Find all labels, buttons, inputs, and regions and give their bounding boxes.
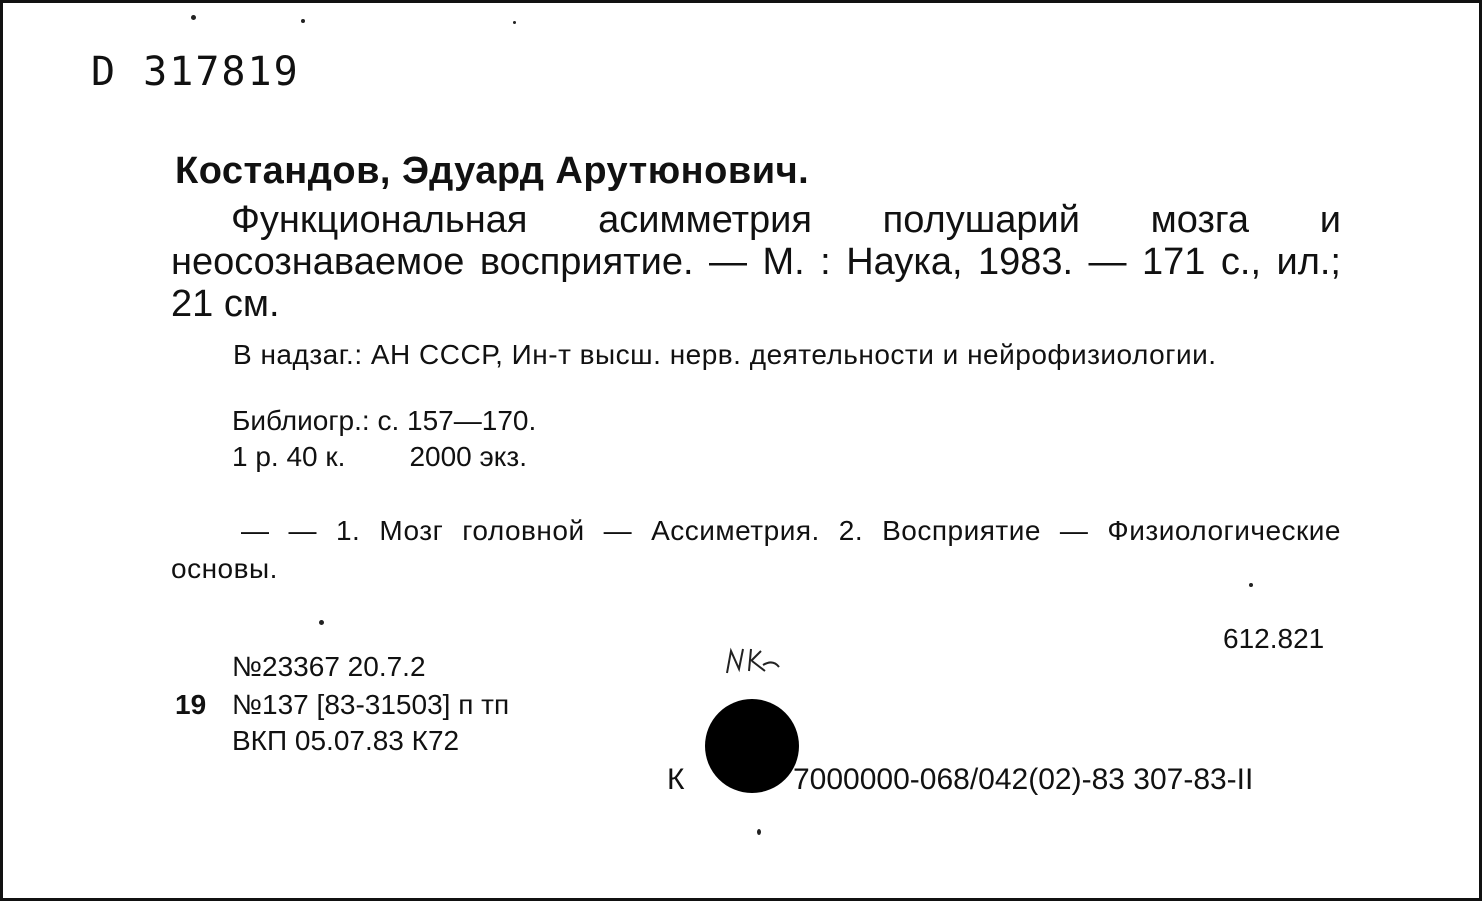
catalog-prefix: К: [667, 763, 685, 796]
speck-mark: [757, 829, 761, 835]
speck-mark: [191, 15, 196, 20]
subject-headings: — — 1. Мозг головной — Ассиметрия. 2. Восприятие — Физиологические основы.: [171, 515, 1341, 584]
udc-index: 612.821: [1223, 623, 1325, 654]
tech-line-1: №23367 20.7.2: [232, 651, 426, 682]
speck-mark: [513, 21, 516, 24]
print-run: 2000 экз.: [409, 441, 527, 472]
catalog-code: 7000000-068/042(02)-83 307-83-II: [793, 763, 1254, 796]
accession-number: D 317819: [91, 49, 300, 95]
speck-mark: [301, 19, 305, 23]
over-title-note: В надзаг.: АН СССР, Ин-т высш. нерв. деятельности и нейрофизиологии.: [233, 339, 1217, 370]
tech-line-2: №137 [83-31503] п тп: [232, 689, 510, 720]
author-heading: Костандов, Эдуард Арутюнович.: [175, 150, 810, 192]
speck-mark: [319, 620, 324, 625]
price: 1 р. 40 к.: [232, 441, 346, 472]
tech-line-3: ВКП 05.07.83 К72: [232, 725, 460, 756]
bibliography-note: Библиогр.: с. 157—170.: [232, 405, 537, 436]
title-and-publication: Функциональная асимметрия полушарий мозга и неосознаваемое восприятие. — М. : Наука, 1983. — 171 с., ил.; 21 см.: [171, 199, 1341, 325]
tech-line-2-number: 19: [175, 689, 207, 720]
price-and-run: [232, 440, 527, 473]
punch-hole: [705, 699, 799, 793]
handwritten-mark: [721, 643, 785, 677]
